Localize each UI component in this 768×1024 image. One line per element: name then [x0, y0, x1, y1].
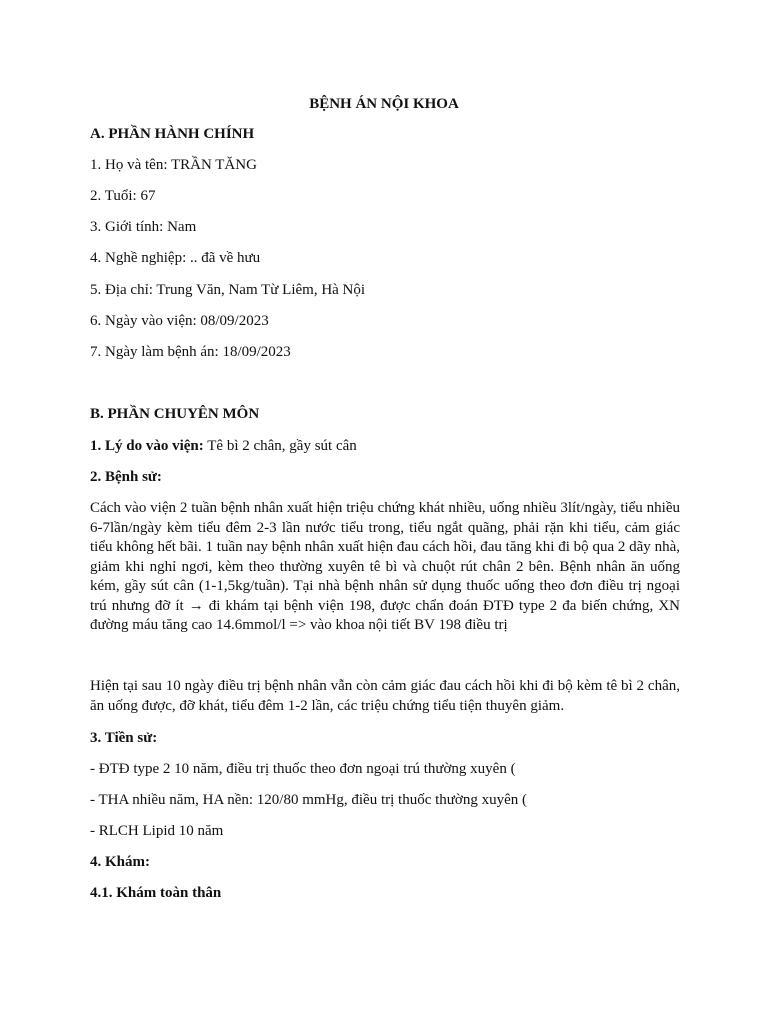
patient-occupation: 4. Nghề nghiệp: .. đã về hưu: [90, 250, 261, 266]
record-date: 7. Ngày làm bệnh án: 18/09/2023: [90, 344, 291, 360]
document-title: BỆNH ÁN NỘI KHOA: [309, 96, 459, 112]
history-paragraph-2: Hiện tại sau 10 ngày điều trị bệnh nhân vẫn còn cảm giác đau cách hồi khi đi bộ kèm tê bì 2 chân, ăn uống được, đỡ khát, tiểu đêm 1-2 lần, các triệu chứng tiểu tiện thuyên giảm.: [90, 678, 680, 714]
section-a-heading: A. PHẦN HÀNH CHÍNH: [90, 126, 255, 142]
patient-name: 1. Họ và tên: TRẦN TĂNG: [90, 157, 257, 173]
past-history-item: - ĐTĐ type 2 10 năm, điều trị thuốc theo đơn ngoại trú thường xuyên (: [90, 761, 516, 777]
history-heading: 2. Bệnh sử:: [90, 469, 162, 485]
section-b-heading: B. PHẦN CHUYÊN MÔN: [90, 406, 260, 422]
admission-reason: [90, 437, 357, 455]
patient-address: 5. Địa chỉ: Trung Văn, Nam Từ Liêm, Hà Nội: [90, 282, 366, 298]
past-history-item: - RLCH Lipid 10 năm: [90, 823, 224, 839]
admission-date: 6. Ngày vào viện: 08/09/2023: [90, 313, 269, 329]
admission-reason-text: Tê bì 2 chân, gầy sút cân: [203, 438, 357, 454]
past-history-item: - THA nhiều năm, HA nền: 120/80 mmHg, điều trị thuốc thường xuyên (: [90, 792, 527, 808]
admission-reason-label: 1. Lý do vào viện:: [90, 438, 204, 454]
patient-gender: 3. Giới tính: Nam: [90, 219, 197, 235]
exam-heading: 4. Khám:: [90, 854, 150, 870]
history-paragraph-1: Cách vào viện 2 tuần bệnh nhân xuất hiện triệu chứng khát nhiều, uống nhiều 3lít/ngày, tiểu nhiều 6-7lần/ngày kèm tiểu đêm 2-3 lần nước tiểu trong, tiểu ngắt quãng, phải rặn khi tiểu, cảm giác tiểu không hết bãi. 1 tuần nay bệnh nhân xuất hiện đau cách hồi, đau tăng khi đi bộ qua 2 dãy nhà, giảm khi nghỉ ngơi, kèm theo thường xuyên tê bì và chuột rút chân 2 bên. Bệnh nhân ăn uống kém, gầy sút cân (1-1,5kg/tuần). Tại nhà bệnh nhân sử dụng thuốc uống theo đơn điều trị ngoại trú nhưng đỡ ít → đi khám tại bệnh viện 198, được chẩn đoán ĐTĐ type 2 đa biến chứng, XN đường máu tăng cao 14.6mmol/l => vào khoa nội tiết BV 198 điều trị: [90, 500, 680, 633]
past-history-heading: 3. Tiền sử:: [90, 730, 158, 746]
exam-subheading: 4.1. Khám toàn thân: [90, 885, 222, 901]
patient-age: 2. Tuổi: 67: [90, 188, 156, 204]
